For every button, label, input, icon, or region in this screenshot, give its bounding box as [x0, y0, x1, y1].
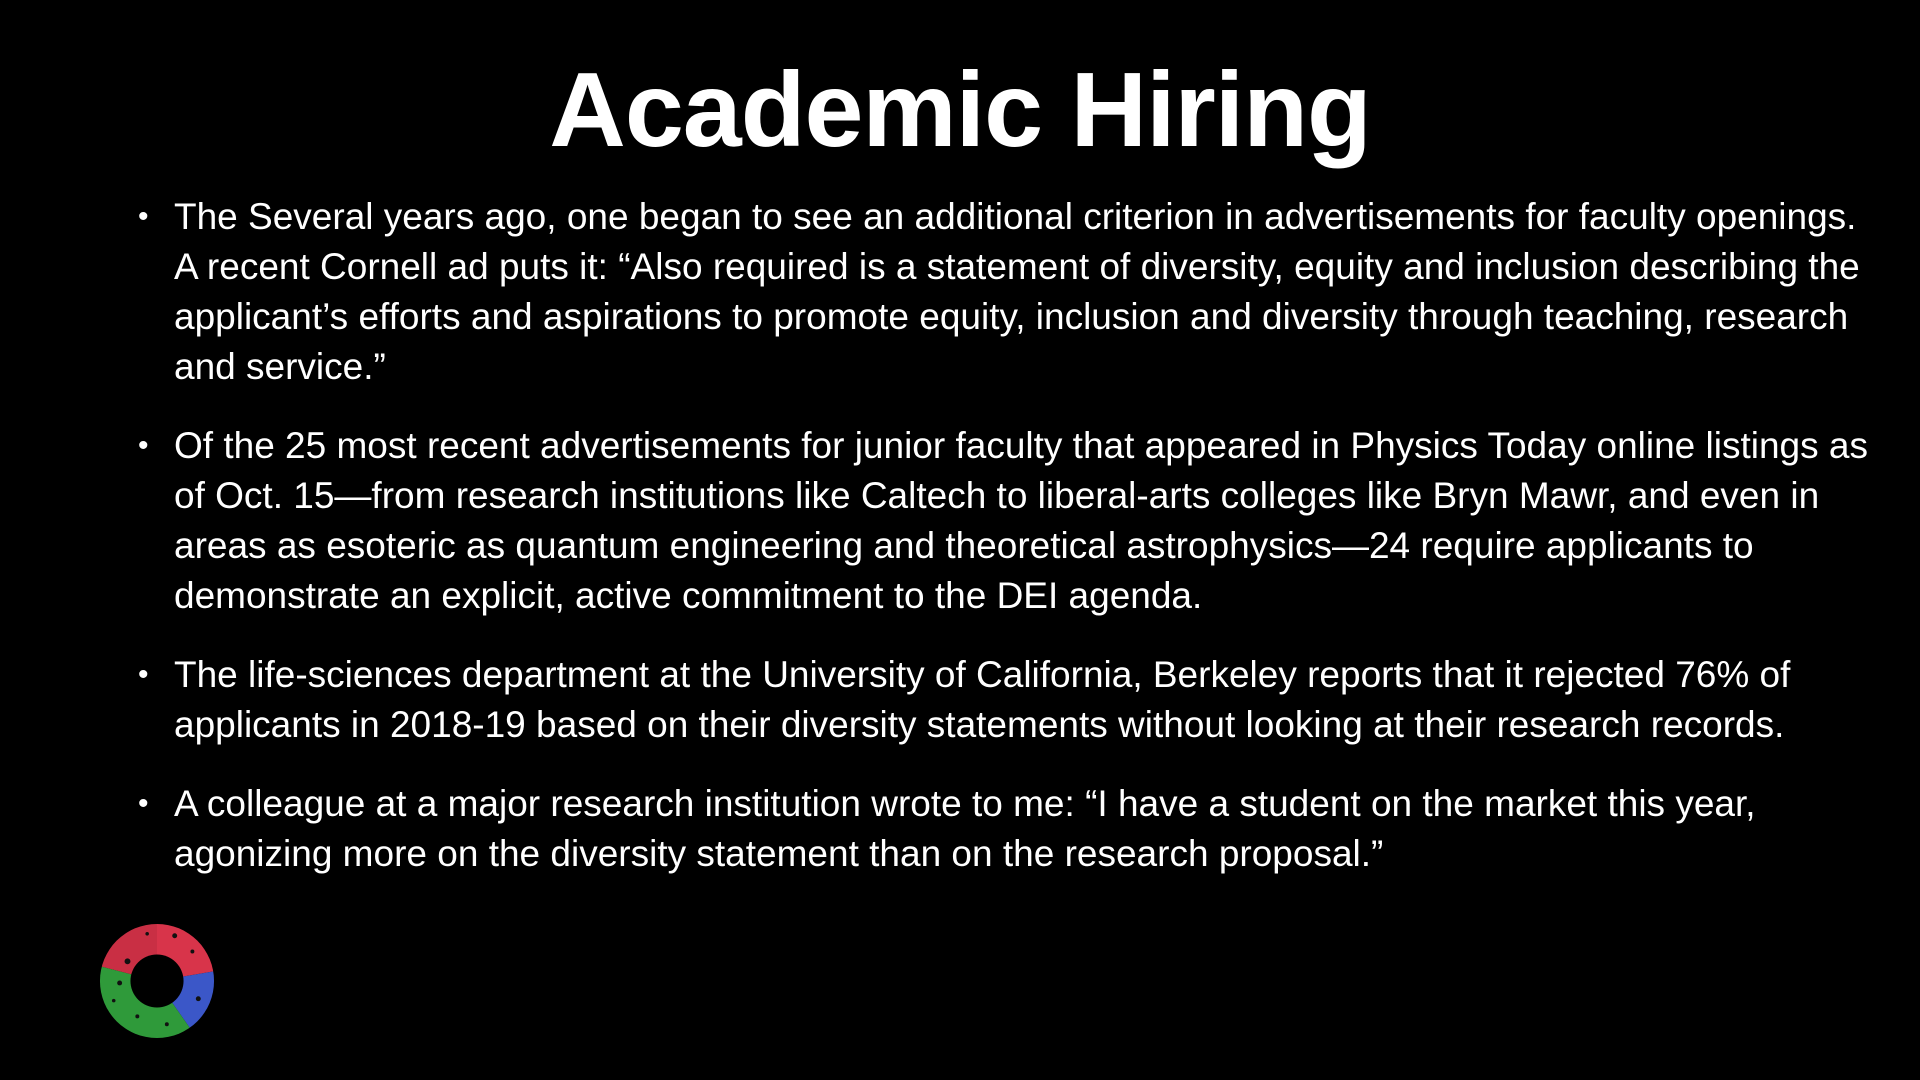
bullet-marker: •: [138, 429, 149, 462]
bullet-item: [138, 421, 1868, 621]
bullet-item: [138, 779, 1868, 879]
bullet-item: [138, 650, 1868, 750]
bullet-marker: •: [138, 200, 149, 233]
rgb-ring-logo-icon: [98, 922, 216, 1040]
bullet-list: [138, 192, 1868, 908]
slide-title: Academic Hiring: [549, 51, 1371, 169]
bullet-marker: •: [138, 787, 149, 820]
bullet-marker: •: [138, 658, 149, 691]
bullet-text: The life-sciences department at the University of California, Berkeley reports that it rejected 76% of applicants in 2018-19 based on their diversity statements without looking at their research records.: [174, 654, 1791, 745]
bullet-text: A colleague at a major research institution wrote to me: “I have a student on the market this year, agonizing more on the diversity statement than on the research proposal.”: [174, 783, 1756, 874]
bullet-text: Of the 25 most recent advertisements for junior faculty that appeared in Physics Today online listings as of Oct. 15—from research institutions like Caltech to liberal-arts colleges like Bryn Mawr, and even in areas as esoteric as quantum engineering and theoretical astrophysics—24 require applicants to demonstrate an explicit, active commitment to the DEI agenda.: [174, 425, 1868, 616]
bullet-item: [138, 192, 1868, 392]
bullet-text: The Several years ago, one began to see an additional criterion in advertisements for faculty openings. A recent Cornell ad puts it: “Also required is a statement of diversity, equity and inclusion describing the applicant’s efforts and aspirations to promote equity, inclusion and diversity through teaching, research and service.”: [174, 196, 1860, 387]
